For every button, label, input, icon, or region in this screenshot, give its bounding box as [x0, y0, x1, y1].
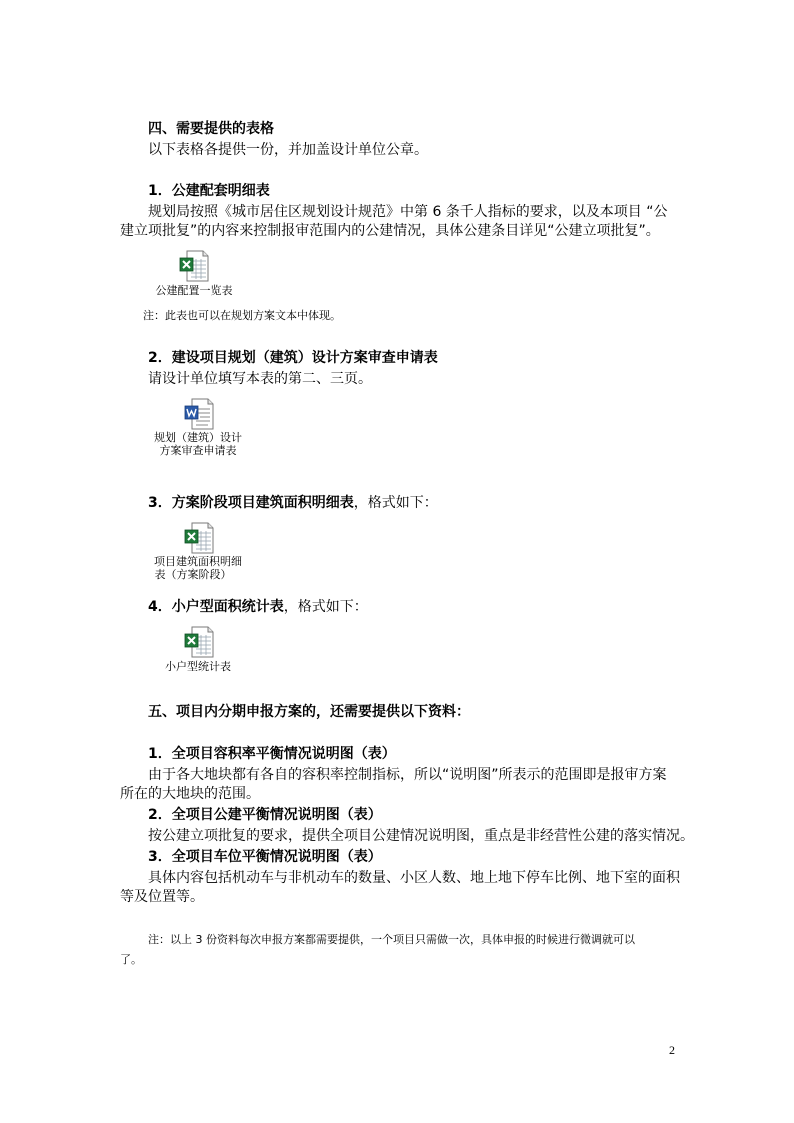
section-5-note-line1: 注：以上 3 份资料每次申报方案都需要提供，一个项目只需做一次，具体申报的时候进行微调就可以 [148, 933, 635, 946]
excel-icon[interactable] [184, 626, 214, 658]
section-5-heading: 五、项目内分期申报方案的，还需要提供以下资料： [148, 704, 470, 720]
item-5-2-text: 按公建立项批复的要求，提供全项目公建情况说明图，重点是非经营性公建的落实情况。 [148, 828, 694, 844]
attachment-caption-line1: 项目建筑面积明细 [154, 555, 242, 568]
item-5-3-text-line1: 具体内容包括机动车与非机动车的数量、小区人数、地上地下停车比例、地下室的面积 [148, 870, 680, 886]
excel-icon[interactable] [184, 522, 214, 554]
item-4-2-text: 请设计单位填写本表的第二、三页。 [148, 371, 372, 387]
item-5-1-text-line1: 由于各大地块都有各自的容积率控制指标，所以“说明图”所表示的范围即是报审方案 [148, 767, 667, 783]
item-4-4-heading-text: 4．小户型面积统计表 [148, 599, 284, 615]
item-5-3-text-line2: 等及位置等。 [120, 889, 204, 905]
excel-icon[interactable] [179, 250, 209, 282]
item-4-1-text-line2: 建立项批复”的内容来控制报审范围内的公建情况，具体公建条目详见“公建立项批复”。 [120, 223, 660, 239]
page-number: 2 [669, 1043, 675, 1057]
attachment-caption: 公建配置一览表 [155, 284, 233, 297]
item-5-2-heading: 2．全项目公建平衡情况说明图（表） [148, 807, 382, 823]
item-4-2-heading: 2．建设项目规划（建筑）设计方案审查申请表 [148, 350, 438, 366]
item-4-4-heading [148, 598, 368, 616]
attachment-caption-line2: 方案审查申请表 [159, 444, 237, 457]
section-4-intro: 以下表格各提供一份，并加盖设计单位公章。 [148, 142, 428, 158]
item-4-1-heading: 1．公建配套明细表 [148, 183, 270, 199]
item-4-1-note: 注：此表也可以在规划方案文本中体现。 [143, 309, 341, 322]
attachment-caption-line2: 表（方案阶段） [154, 568, 232, 581]
item-4-3-suffix: ，格式如下： [353, 495, 438, 511]
item-4-3-heading [148, 494, 438, 512]
word-icon[interactable] [184, 398, 214, 430]
section-5-note-line2: 了。 [120, 953, 142, 966]
item-4-3-heading-text: 3．方案阶段项目建筑面积明细表 [148, 495, 354, 511]
item-5-3-heading: 3．全项目车位平衡情况说明图（表） [148, 849, 382, 865]
section-4-heading: 四、需要提供的表格 [148, 121, 274, 137]
attachment-caption: 小户型统计表 [165, 660, 231, 673]
attachment-caption-line1: 规划（建筑）设计 [154, 431, 242, 444]
item-4-4-suffix: ，格式如下： [283, 599, 368, 615]
item-5-1-heading: 1．全项目容积率平衡情况说明图（表） [148, 746, 396, 762]
item-5-1-text-line2: 所在的大地块的范围。 [120, 786, 260, 802]
item-4-1-text-line1: 规划局按照《城市居住区规划设计规范》中第 6 条千人指标的要求，以及本项目 “公 [148, 204, 668, 220]
